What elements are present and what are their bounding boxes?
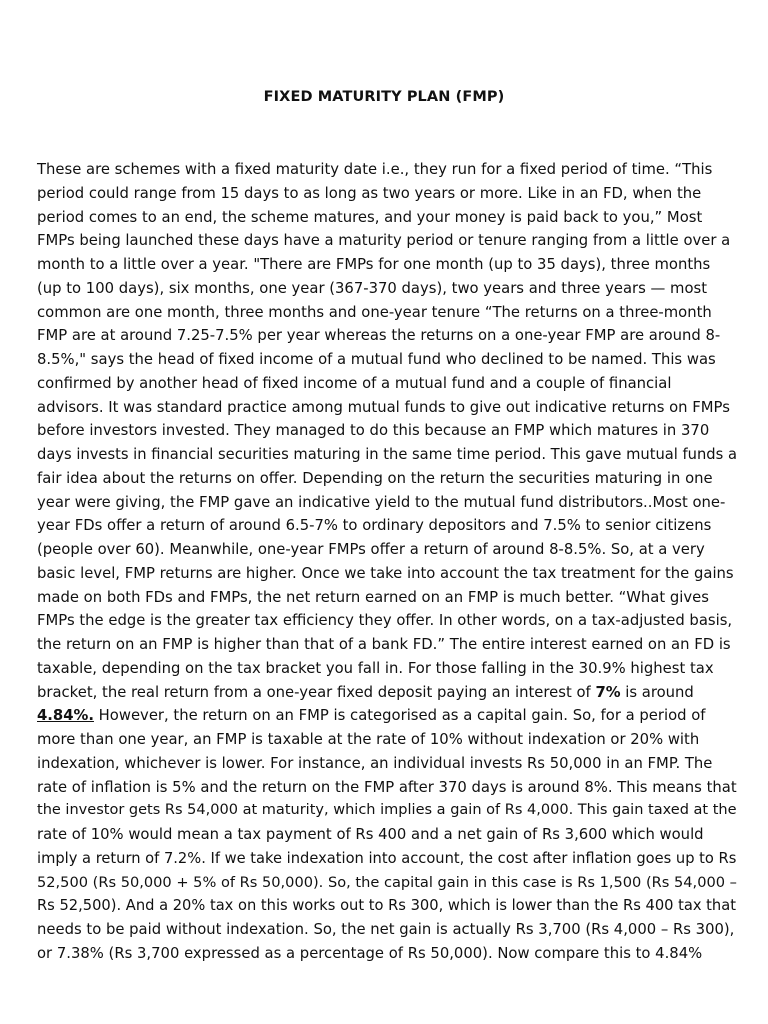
body-line: period comes to an end, the scheme matures, and your money is paid back to you,” Most xyxy=(37,208,703,226)
body-text: is around xyxy=(620,683,694,701)
body-line: (people over 60). Meanwhile, one-year FMPs offer a return of around 8-8.5%. So, at a very xyxy=(37,541,705,558)
body-line: year were giving, the FMP gave an indicative yield to the mutual fund distributors..Most one- xyxy=(37,493,726,511)
body-line: needs to be paid without indexation. So, the net gain is actually Rs 3,700 (Rs 4,000 – Rs 300), xyxy=(37,921,735,938)
body-text: However, the return on an FMP is categorised as a capital gain. So, for a period of xyxy=(93,707,706,725)
body-text: bracket, the real return from a one-year fixed deposit paying an interest of xyxy=(37,683,596,701)
body-line: common are one month, three months and one-year tenure “The returns on a three-month xyxy=(37,303,712,321)
body-line: or 7.38% (Rs 3,700 expressed as a percentage of Rs 50,000). Now compare this to 4.84% xyxy=(37,944,703,962)
emphasized-value: 4.84%. xyxy=(37,707,94,725)
body-line: confirmed by another head of fixed income of a mutual fund and a couple of financial xyxy=(37,374,672,392)
body-line: basic level, FMP returns are higher. Once we take into account the tax treatment for the gains xyxy=(37,564,734,582)
body-line: more than one year, an FMP is taxable at the rate of 10% without indexation or 20% with xyxy=(37,731,700,748)
body-line: These are schemes with a fixed maturity date i.e., they run for a fixed period of time. “This xyxy=(37,161,713,178)
body-line xyxy=(37,681,737,705)
body-line: rate of inflation is 5% and the return on the FMP after 370 days is around 8%. This means that xyxy=(37,778,737,796)
body-line: fair idea about the returns on offer. Depending on the return the securities maturing in one xyxy=(37,469,713,487)
body-line: 52,500 (Rs 50,000 + 5% of Rs 50,000). So, the capital gain in this case is Rs 1,500 (Rs 54,000 – xyxy=(37,873,737,891)
emphasized-value: 7% xyxy=(595,683,621,701)
body-line: Rs 52,500). And a 20% tax on this works out to Rs 300, which is lower than the Rs 400 tax that xyxy=(37,897,736,915)
body-line: period could range from 15 days to as long as two years or more. Like in an FD, when the xyxy=(37,184,702,202)
body-line: FMPs the edge is the greater tax efficiency they offer. In other words, on a tax-adjusted basis, xyxy=(37,612,733,630)
body-line: made on both FDs and FMPs, the net return earned on an FMP is much better. “What gives xyxy=(37,588,709,606)
document-body xyxy=(37,158,737,966)
body-line: days invests in financial securities maturing in the same time period. This gave mutual funds a xyxy=(37,446,737,463)
body-line: the return on an FMP is higher than that of a bank FD.” The entire interest earned on an FD is xyxy=(37,636,731,653)
body-line: (up to 100 days), six months, one year (367-370 days), two years and three years — most xyxy=(37,279,708,297)
body-line: advisors. It was standard practice among mutual funds to give out indicative returns on FMPs xyxy=(37,398,730,416)
document-title: FIXED MATURITY PLAN (FMP) xyxy=(263,89,505,105)
body-line: imply a return of 7.2%. If we take indexation into account, the cost after inflation goes up to Rs xyxy=(37,849,737,867)
body-line: 8.5%," says the head of fixed income of a mutual fund who declined to be named. This was xyxy=(37,351,716,368)
body-line: taxable, depending on the tax bracket you fall in. For those falling in the 30.9% highest tax xyxy=(37,659,714,677)
body-line xyxy=(37,704,737,728)
body-line: FMPs being launched these days have a maturity period or tenure ranging from a little over a xyxy=(37,232,731,250)
body-line: FMP are at around 7.25-7.5% per year whereas the returns on a one-year FMP are around 8- xyxy=(37,327,721,345)
body-line: the investor gets Rs 54,000 at maturity, which implies a gain of Rs 4,000. This gain taxed at the xyxy=(37,802,737,819)
body-line: month to a little over a year. "There are FMPs for one month (up to 35 days), three months xyxy=(37,256,711,273)
body-line: indexation, whichever is lower. For instance, an individual invests Rs 50,000 in an FMP. The xyxy=(37,754,713,772)
body-line: rate of 10% would mean a tax payment of Rs 400 and a net gain of Rs 3,600 which would xyxy=(37,826,704,843)
body-line: year FDs offer a return of around 6.5-7% to ordinary depositors and 7.5% to senior citizens xyxy=(37,517,712,535)
body-line: before investors invested. They managed to do this because an FMP which matures in 370 xyxy=(37,422,710,440)
